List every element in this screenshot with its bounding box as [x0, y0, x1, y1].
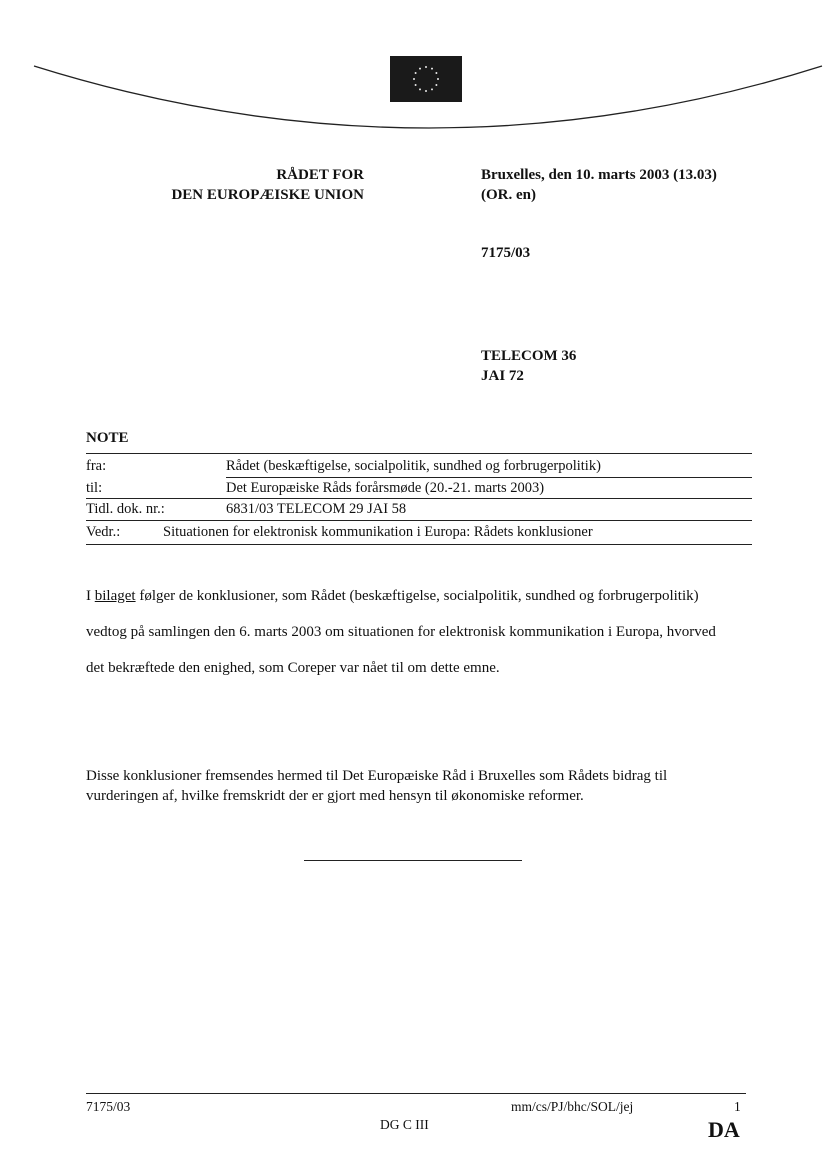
row-value-from: Rådet (beskæftigelse, socialpolitik, sundhed og forbrugerpolitik)	[226, 458, 601, 474]
row-label-from: fra:	[86, 458, 107, 474]
date-block	[481, 165, 717, 205]
original-language: (OR. en)	[481, 187, 536, 203]
footer-divider	[86, 1093, 746, 1094]
body-paragraph-1	[86, 578, 736, 686]
divider	[86, 544, 752, 545]
code-jai: JAI 72	[481, 368, 524, 384]
note-title: NOTE	[86, 430, 129, 446]
council-heading	[171, 165, 364, 205]
row-value-subject: Situationen for elektronisk kommunikation i Europa: Rådets konklusioner	[163, 524, 593, 540]
row-label-to: til:	[86, 480, 103, 496]
row-label-prev-doc: Tidl. dok. nr.:	[86, 501, 165, 517]
divider	[86, 520, 752, 521]
footer-reference: mm/cs/PJ/bhc/SOL/jej	[511, 1099, 634, 1114]
codes-block	[481, 346, 576, 386]
footer-department: DG C III	[380, 1117, 429, 1132]
divider	[86, 498, 752, 499]
closing-divider	[304, 860, 522, 861]
paragraph-text: følger de konklusioner, som Rådet (beskæftigelse, socialpolitik, sundhed og forbrugerpolitik) vedtog på samlingen den 6. marts 2003 om situationen for elektronisk kommunikation i Europa, hvorved det bekræftede den enighed, som Coreper var nået til om dette emne.	[86, 588, 716, 676]
row-value-prev-doc: 6831/03 TELECOM 29 JAI 58	[226, 501, 407, 517]
footer-language: DA	[708, 1117, 740, 1142]
council-line-2: DEN EUROPÆISKE UNION	[171, 187, 364, 203]
footer-page-number: 1	[734, 1099, 741, 1114]
paragraph-prefix: I	[86, 588, 91, 604]
council-line-1: RÅDET FOR	[276, 167, 364, 183]
row-label-subject: Vedr.:	[86, 524, 121, 540]
divider	[86, 453, 752, 454]
row-value-to: Det Europæiske Råds forårsmøde (20.-21. marts 2003)	[226, 480, 545, 496]
divider	[226, 477, 752, 478]
footer-doc-number: 7175/03	[86, 1099, 131, 1114]
date-line: Bruxelles, den 10. marts 2003 (13.03)	[481, 167, 717, 183]
body-paragraph-2: Disse konklusioner fremsendes hermed til Det Europæiske Råd i Bruxelles som Rådets bidrag til vurderingen af, hvilke fremskridt der er gjort med hensyn til økonomiske reformer.	[86, 768, 668, 804]
code-telecom: TELECOM 36	[481, 348, 577, 364]
eu-flag-icon	[390, 56, 462, 102]
annex-link[interactable]: bilaget	[94, 588, 136, 604]
doc-number: 7175/03	[481, 245, 531, 261]
